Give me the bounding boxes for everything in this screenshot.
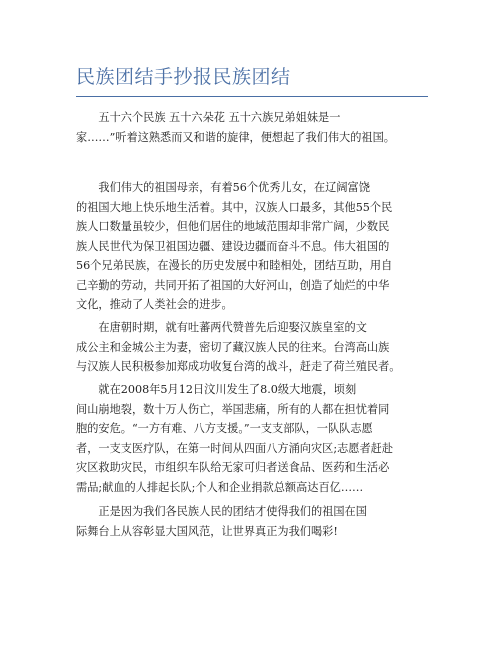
document-title: 民族团结手抄报民族团结 xyxy=(76,66,291,88)
paragraph-line: 正是因为我们各民族人民的团结才使得我们的祖国在国 xyxy=(76,505,367,518)
paragraph-line: 成公主和金城公主为妻，密切了藏汉族人民的往来。台湾高山族 xyxy=(76,340,390,354)
paragraph-line: 己辛勤的劳动，共同开拓了祖国的大好河山，创造了灿烂的中华 xyxy=(76,278,390,292)
paragraph-line: 的祖国大地上快乐地生活着。其中，汉族人口最多，其他55个民 xyxy=(76,200,393,214)
paragraph-line: 族人口数量虽较少，但他们居住的地域范围却非常广阔，少数民 xyxy=(76,220,390,233)
paragraph-line: 需品;献血的人排起长队;个人和企业捐款总额高达百亿…… xyxy=(76,480,364,494)
paragraph-line: 56个兄弟民族，在漫长的历史发展中和睦相处，团结互助，用自 xyxy=(76,259,393,272)
paragraph-intro xyxy=(76,108,432,147)
paragraph-motherland xyxy=(76,178,432,315)
paragraph-line: 间山崩地裂，数十万人伤亡，举国悲痛，所有的人都在担忧着同 xyxy=(76,402,390,416)
paragraph-line: 五十六个民族 五十六朵花 五十六族兄弟姐妹是一 xyxy=(76,111,341,124)
paragraph-line: 文化，推动了人类社会的进步。 xyxy=(76,298,233,311)
paragraph-line: 就在2008年5月12日汶川发生了8.0级大地震，顷刻 xyxy=(76,383,357,396)
title-underline xyxy=(76,96,428,97)
paragraph-line: 族人民世代为保卫祖国边疆、建设边疆而奋斗不息。伟大祖国的 xyxy=(76,239,390,253)
paragraph-line: 在唐朝时期，就有吐蕃两代赞普先后迎娶汉族皇室的文 xyxy=(76,321,367,334)
paragraph-conclusion xyxy=(76,502,432,541)
paragraph-wenchuan xyxy=(76,380,432,497)
paragraph-line: 家……”听着这熟悉而又和谐的旋律，便想起了我们伟大的祖国。 xyxy=(76,130,395,144)
paragraph-line: 者，一支支医疗队，在第一时间从四面八方涌向灾区;志愿者赶赴 xyxy=(76,441,394,455)
paragraph-line: 与汉族人民积极参加郑成功收复台湾的战斗，赶走了荷兰殖民者。 xyxy=(76,360,401,373)
paragraph-line: 灾区救助灾民，市组织车队给无家可归者送食品、医药和生活必 xyxy=(76,461,390,474)
paragraph-tang-dynasty xyxy=(76,318,432,377)
paragraph-line: 胞的安危。“一方有难、八方支援。”一支支部队，一队队志愿 xyxy=(76,422,373,435)
paragraph-line: 我们伟大的祖国母亲，有着56个优秀儿女，在辽阔富饶 xyxy=(76,181,370,194)
paragraph-line: 际舞台上从容彰显大国风范，让世界真正为我们喝彩! xyxy=(76,524,338,538)
